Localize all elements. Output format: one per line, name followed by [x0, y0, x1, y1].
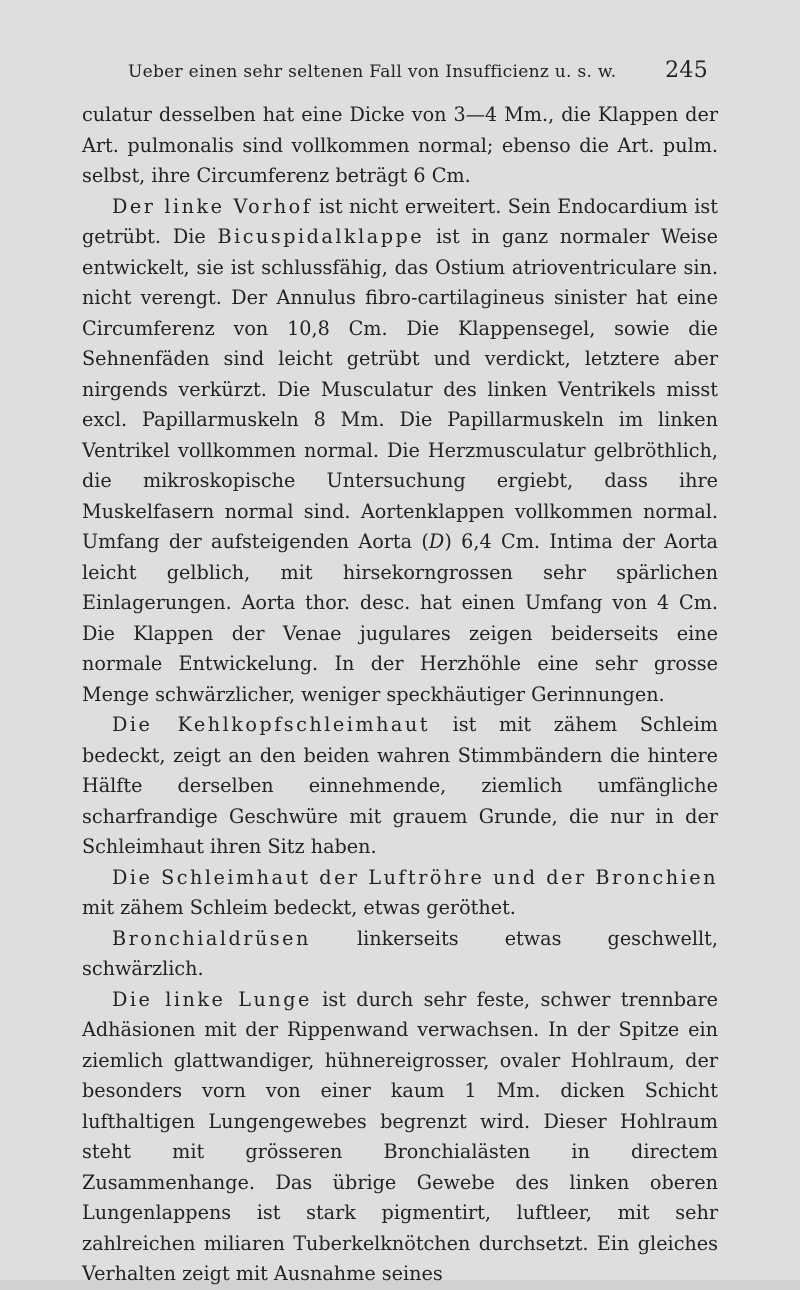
running-head: [128, 58, 708, 83]
spaced-term: Bronchialdrüsen: [112, 926, 311, 950]
paragraph-p5: [82, 924, 718, 985]
spaced-term: Der linke Vorhof: [112, 194, 313, 218]
spaced-term: Die Kehlkopfschleimhaut: [112, 713, 430, 736]
text-run: linkerseits etwas geschwellt, schwärzlich.: [82, 926, 718, 980]
text-run: ) 6,4 Cm. Intima der Aorta leicht gelblich, mit hirsekorngrossen sehr spärlichen Einlagerungen. Aorta thor. desc. hat einen Umfang von 4 Cm. Die Klappen der Venae jugulares zeigen beiderseits eine normale Entwickelung. In der Herzhöhle eine sehr grosse Menge schwärzlicher, weniger speckhäutiger Gerinnungen.: [82, 530, 718, 706]
text-run: mit zähem Schleim bedeckt, etwas geröthet.: [82, 896, 516, 919]
spaced-term: Die Schleimhaut der Luftröhre und der Bronchien: [112, 865, 718, 889]
text-run: ist nicht erweitert. Sein Endocardium ist getrübt. Die: [82, 194, 718, 248]
paragraph-p1: [82, 100, 718, 192]
spaced-term: Die linke Lunge: [112, 987, 312, 1011]
paragraph-p4: [82, 863, 718, 924]
paragraph-p3: [82, 710, 718, 863]
text-run: ist durch sehr feste, schwer trennbare Adhäsionen mit der Rippenwand verwachsen. In der Spitze ein ziemlich glattwandiger, hühnereigrosser, ovaler Hohlraum, der besonders vorn von einer kaum 1 Mm. dicken Schicht lufthaltigen Lungengewebes begrenzt wird. Dieser Hohlraum steht mit grösseren Bronchialästen in directem Zusammenhange. Das übrige Gewebe des linken oberen Lungenlappens ist stark pigmentirt, luftleer, mit sehr zahlreichen miliaren Tuberkelknötchen durchsetzt. Ein gleiches Verhalten zeigt mit Ausnahme seines: [82, 987, 719, 1285]
page-number: 245: [665, 58, 708, 83]
text-run: culatur desselben hat eine Dicke von 3—4 Mm., die Klappen der Art. pulmonalis sind vollkommen normal; ebenso die Art. pulm. selbst, ihre Circumferenz beträgt 6 Cm.: [82, 103, 718, 187]
text-run: ist in ganz normaler Weise entwickelt, sie ist schlussfähig, das Ostium atrioventriculare sin. nicht verengt. Der Annulus fibro-cartilagineus sinister hat eine Circumferenz von 10,8 Cm. Die Klappensegel, sowie die Sehnenfäden sind leicht getrübt und verdickt, letztere aber nirgends verkürzt. Die Musculatur des linken Ventrikels misst excl. Papillarmuskeln 8 Mm. Die Papillarmuskeln im linken Ventrikel vollkommen normal. Die Herzmusculatur gelbröthlich, die mikroskopische Untersuchung ergiebt, dass ihre Muskelfasern normal sind. Aortenklappen vollkommen normal. Umfang der aufsteigenden Aorta (: [82, 225, 718, 553]
paragraph-p6: [82, 985, 718, 1290]
body-text: [82, 100, 718, 1290]
running-head-title: Ueber einen sehr seltenen Fall von Insufficienz u. s. w.: [128, 62, 617, 82]
spaced-term: Bicuspidalklappe: [217, 225, 425, 248]
text-run: ist mit zähem Schleim bedeckt, zeigt an den beiden wahren Stimmbändern die hintere Hälfte derselben einnehmende, ziemlich umfängliche scharfrandige Geschwüre mit grauem Grunde, die nur in der Schleimhaut ihren Sitz haben.: [82, 713, 718, 858]
italic-term: D: [428, 530, 445, 553]
paragraph-p2: [82, 192, 718, 711]
